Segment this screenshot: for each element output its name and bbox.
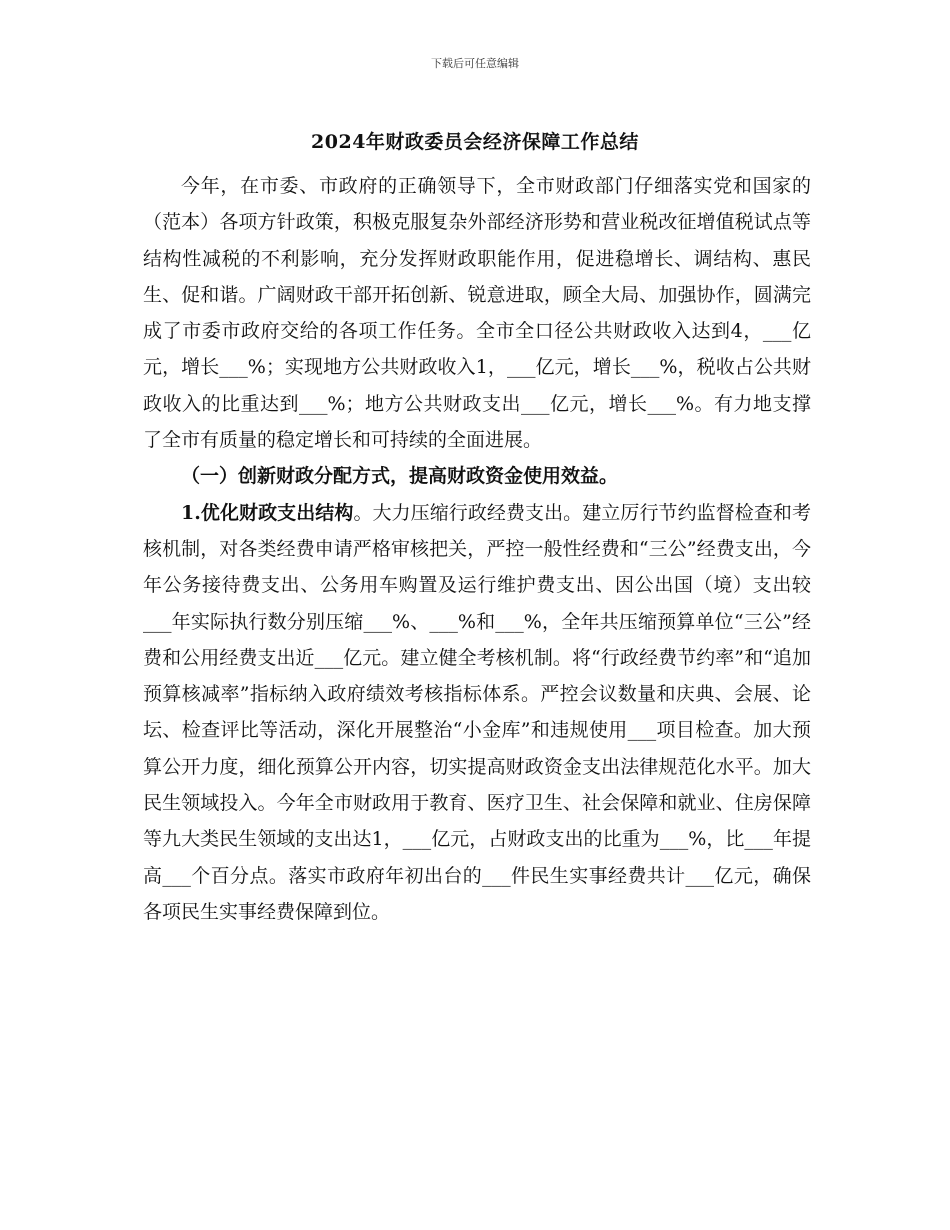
section-heading-1: （一）创新财政分配方式，提高财政资金使用效益。 — [181, 465, 619, 488]
intro-paragraph: 今年，在市委、市政府的正确领导下，全市财政部门仔细落实党和国家的（范本）各项方针政策，积极克服复杂外部经济形势和营业税改征增值税试点等结构性减税的不利影响，充分发挥财政职能作用，促进稳增长、调结构、惠民生、促和谐。广阔财政干部开拓创新、锐意进取，顾全大局、加强协作，圆满完成了市委市政府交给的各项工作任务。全市全口径公共财政收入达到4，___亿元，增长___%；实现地方公共财政收入1，___亿元，增长___%，税收占公共财政收入的比重达到___%；地方公共财政支出___亿元，增长___%。有力地支撑了全市有质量的稳定增长和可持续的全面进展。 — [143, 175, 811, 452]
header-note: 下载后可任意编辑 — [431, 57, 519, 70]
document-title: 2024年财政委员会经济保障工作总结 — [311, 131, 639, 153]
item-1-title: 1.优化财政支出结构 — [181, 501, 354, 524]
document-body — [143, 168, 811, 930]
item-1-paragraph — [143, 495, 811, 931]
item-1-body: 。大力压缩行政经费支出。建立厉行节约监督检查和考核机制，对各类经费申请严格审核把关，严控一般性经费和“三公”经费支出，今年公务接待费支出、公务用车购置及运行维护费支出、因公出国（境）支出较___年实际执行数分别压缩___%、___%和___%，全年共压缩预算单位“三公”经费和公用经费支出近___亿元。建立健全考核机制。将“行政经费节约率”和“追加预算核减率”指标纳入政府绩效考核指标体系。严控会议数量和庆典、会展、论坛、检查评比等活动，深化开展整治“小金库”和违规使用___项目检查。加大预算公开力度，细化预算公开内容，切实提高财政资金支出法律规范化水平。加大民生领域投入。今年全市财政用于教育、医疗卫生、社会保障和就业、住房保障等九大类民生领域的支出达1，___亿元，占财政支出的比重为___%，比___年提高___个百分点。落实市政府年初出台的___件民生实事经费共计___亿元，确保各项民生实事经费保障到位。 — [143, 501, 811, 923]
